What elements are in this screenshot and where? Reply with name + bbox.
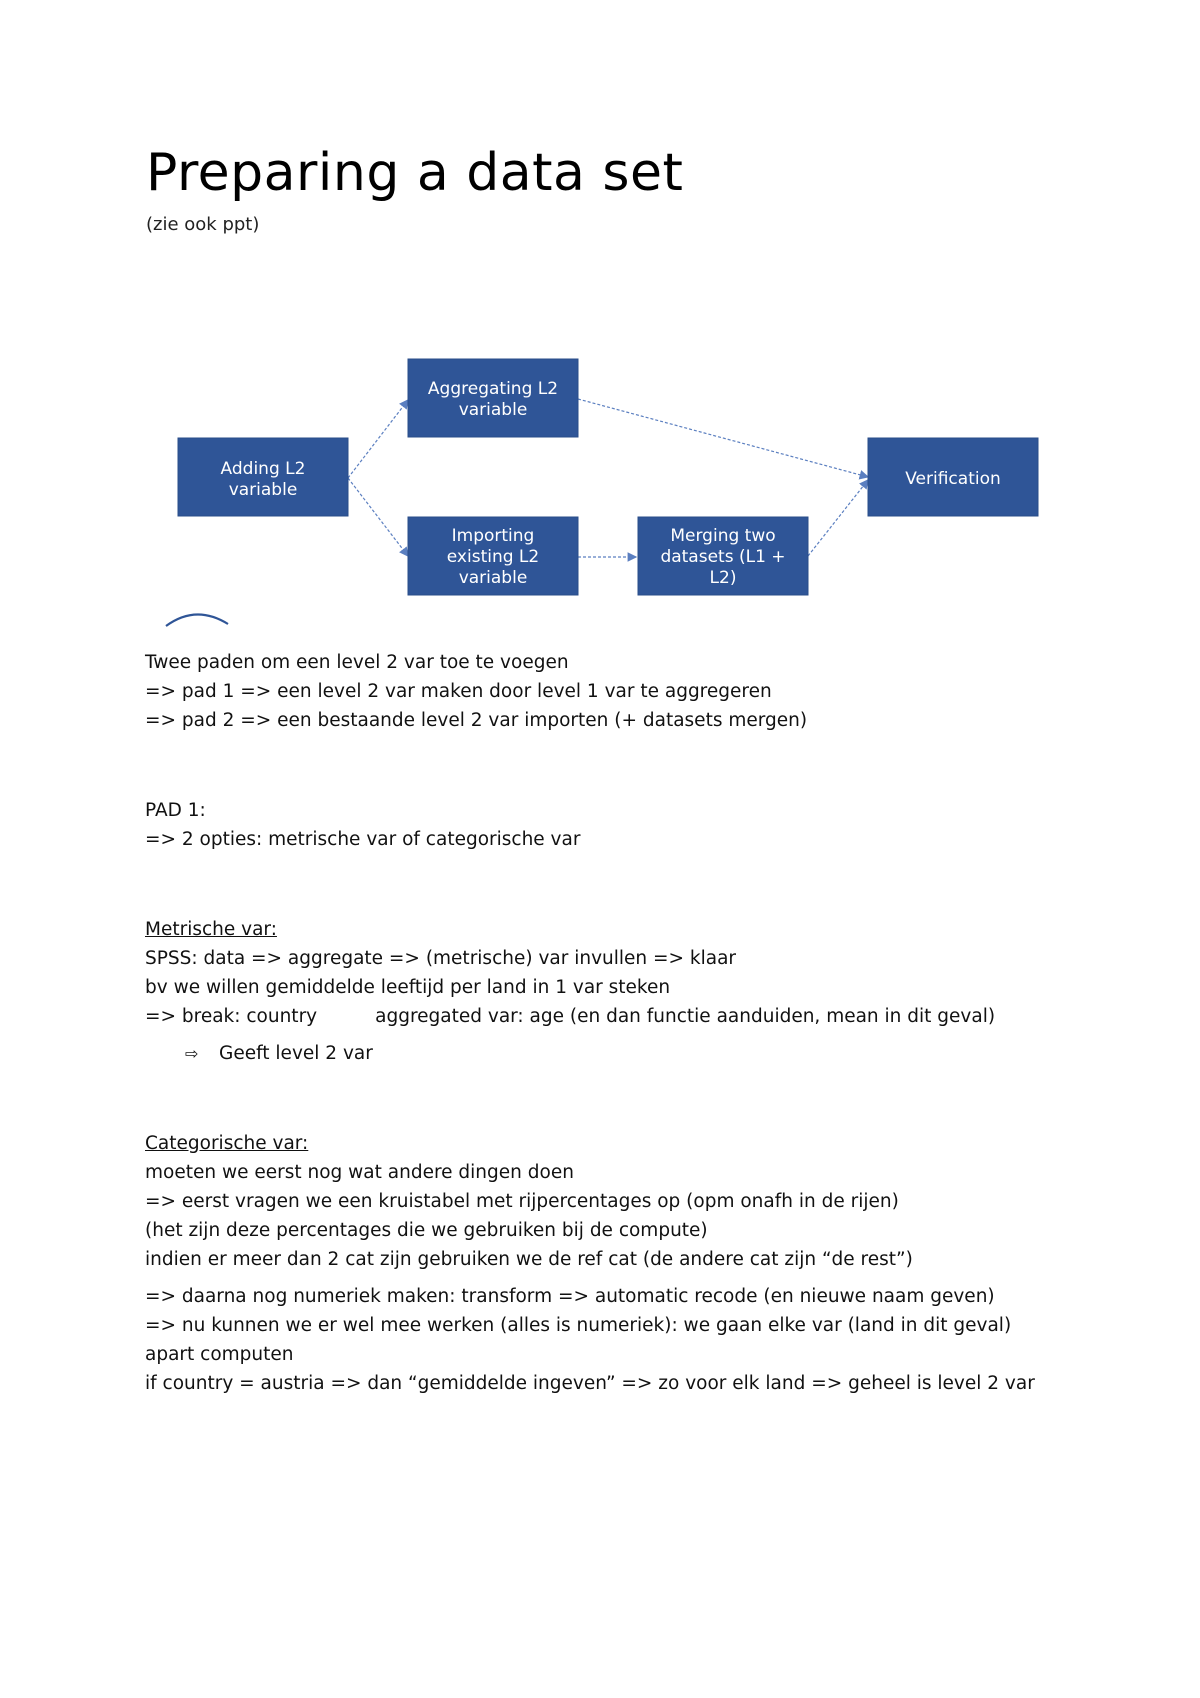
metrisch-break-line [145,1002,1065,1031]
page-subtitle: (zie ook ppt) [146,214,260,235]
connector-merging-verification [808,480,868,556]
categorisch-line-1: moeten we eerst nog wat andere dingen doen [145,1162,574,1183]
categorisch-line-5: => daarna nog numeriek maken: transform => automatic recode (en nieuwe naam geven) [145,1286,995,1307]
node-adding-l2-variable [178,438,348,516]
page-title: Preparing a data set [146,143,684,203]
node-aggregating-line-1: Aggregating L2 [427,379,559,399]
categorisch-line-7: if country = austria => dan “gemiddelde ingeven” => zo voor elk land => geheel is level 2 var [145,1373,1035,1394]
node-importing-line-1: Importing [451,526,535,546]
node-merging-two-datasets [638,517,808,595]
decorative-arc [166,614,228,626]
node-importing-existing-l2-variable [408,517,578,595]
categorisch-line-3: (het zijn deze percentages die we gebruiken bij de compute) [145,1220,708,1241]
intro-line-1: Twee paden om een level 2 var toe te voegen [145,652,569,673]
hollow-arrow-icon: ⇨ [185,1044,199,1063]
node-verification-line-1: Verification [905,469,1001,489]
categorisch-heading: Categorische var: [145,1133,309,1154]
break-value: aggregated var: age (en dan functie aanduiden, mean in dit geval) [375,1006,996,1027]
categorisch-line-2: => eerst vragen we een kruistabel met rijpercentages op (opm onafh in de rijen) [145,1191,899,1212]
pad1-line: => 2 opties: metrische var of categorische var [145,829,581,850]
node-importing-line-3: variable [458,568,528,588]
connector-aggregating-verification [578,399,868,477]
node-importing-line-2: existing L2 [446,547,540,567]
intro-line-3: => pad 2 => een bestaande level 2 var importen (+ datasets mergen) [145,710,808,731]
node-adding-line-2: variable [228,480,298,500]
pad1-heading: PAD 1: [145,800,206,821]
categorisch-line-4: indien er meer dan 2 cat zijn gebruiken we de ref cat (de andere cat zijn “de rest”) [145,1249,913,1270]
metrisch-heading: Metrische var: [145,919,277,940]
metrisch-bullet-text: Geeft level 2 var [219,1043,373,1064]
node-merging-line-2: datasets (L1 + [660,547,786,567]
intro-line-2: => pad 1 => een level 2 var maken door level 1 var te aggregeren [145,681,772,702]
node-verification [868,438,1038,516]
metrisch-line-2: bv we willen gemiddelde leeftijd per land in 1 var steken [145,977,671,998]
break-label: => break: country [145,1006,318,1027]
metrisch-line-1: SPSS: data => aggregate => (metrische) var invullen => klaar [145,948,737,969]
document-body [145,648,1065,1398]
node-merging-line-1: Merging two [670,526,776,546]
connector-adding-importing [348,478,408,556]
node-merging-line-3: L2) [709,568,737,588]
categorisch-line-6: => nu kunnen we er wel mee werken (alles is numeriek): we gaan elke var (land in dit geval) apart computen [145,1315,1012,1365]
node-adding-line-1: Adding L2 [220,459,306,479]
connector-adding-aggregating [348,400,408,478]
flow-diagram [0,0,1200,640]
node-aggregating-line-2: variable [458,400,528,420]
metrisch-bullet [145,1039,1065,1068]
node-aggregating-l2-variable [408,359,578,437]
